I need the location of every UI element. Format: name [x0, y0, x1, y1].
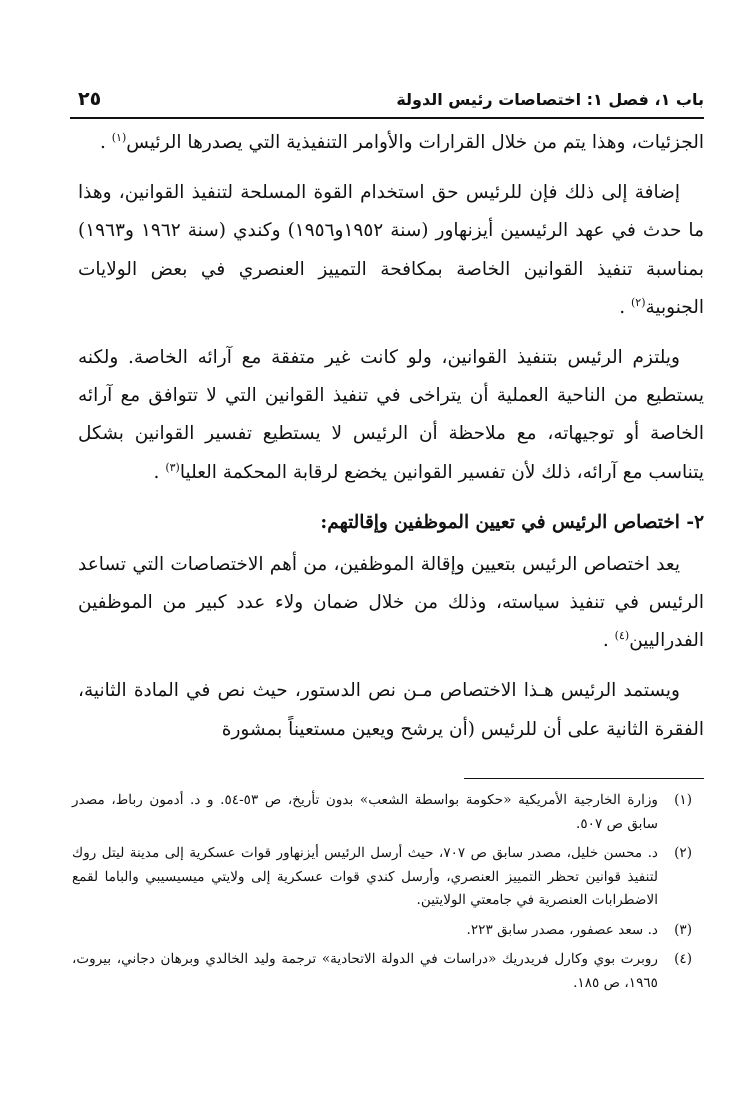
footnote-ref-1: (١) — [111, 130, 127, 144]
footnote-number: (٤) — [674, 951, 692, 967]
footnote-number: (٢) — [674, 845, 692, 861]
paragraph-2 — [78, 174, 704, 327]
paragraph-4 — [78, 546, 704, 661]
paragraph-4-end: . — [602, 630, 609, 652]
footnote-1 — [72, 789, 692, 836]
footnote-number: (٣) — [674, 921, 692, 938]
paragraph-1 — [78, 124, 704, 162]
footnote-2 — [72, 842, 692, 913]
section-heading: ٢- اختصاص الرئيس في تعيين الموظفين وإقالتهم: — [320, 511, 704, 533]
footnote-4 — [72, 948, 692, 995]
footnote-ref-4: (٤) — [614, 629, 630, 643]
footnote-number: (١) — [674, 792, 692, 808]
footnote-text: د. سعد عصفور، مصدر سابق ٢٢٣. — [466, 921, 658, 938]
paragraph-3 — [78, 339, 704, 492]
footnote-rule — [464, 778, 704, 779]
footnote-text: روبرت بوي وكارل فريدريك «دراسات في الدولة الاتحادية» ترجمة وليد الخالدي وبرهان دجاني، بيروت، ١٩٦٥، ص ١٨٥. — [72, 951, 658, 991]
paragraph-3-end: . — [153, 461, 160, 483]
paragraph-5 — [78, 672, 704, 748]
paragraph-1-end: . — [99, 132, 106, 153]
running-title: باب ١، فصل ١: اختصاصات رئيس الدولة — [396, 90, 704, 109]
header-rule — [70, 117, 704, 119]
paragraph-1-text: الجزئيات، وهذا يتم من خلال القرارات والأوامر التنفيذية التي يصدرها الرئيس — [126, 132, 704, 153]
paragraph-3-text: ويلتزم الرئيس بتنفيذ القوانين، ولو كانت غير متفقة مع آرائه الخاصة. ولكنه يستطيع من الناحية العملية أن يتراخى في تنفيذ القوانين التي لا تتوافق مع آرائه الخاصة أو توجيهاته، مع ملاحظة أن الرئيس لا يستطيع تفسير القوانين بشكل يتناسب مع آرائه، ذلك لأن تفسير القوانين يخضع لرقابة المحكمة العليا — [78, 347, 704, 483]
footnote-ref-3: (٣) — [165, 460, 180, 474]
page-number: ٢٥ — [78, 88, 102, 110]
paragraph-2-text: إضافة إلى ذلك فإن للرئيس حق استخدام القوة المسلحة لتنفيذ القوانين، وهذا ما حدث في عهد الرئيسين أيزنهاور (سنة ١٩٥٢و١٩٥٦) وكندي (سنة ١٩٦٢ و١٩٦٣) بمناسبة تنفيذ القوانين الخاصة بمكافحة التمييز العنصري في بعض الولايات الجنوبية — [78, 182, 704, 318]
footnotes — [72, 789, 692, 1001]
paragraph-4-text: يعد اختصاص الرئيس بتعيين وإقالة الموظفين، من أهم الاختصاصات التي تساعد الرئيس في تنفيذ سياسته، وذلك من خلال ضمان ولاء عدد كبير من الموظفين الفدراليين — [78, 553, 704, 652]
main-text — [78, 124, 704, 761]
paragraph-5-text: ويستمد الرئيس هـذا الاختصاص مـن نص الدستور، حيث نص في المادة الثانية، الفقرة الثانية على أن للرئيس (أن يرشح ويعين مستعيناً بمشورة — [78, 680, 704, 740]
page-header — [70, 86, 704, 116]
paragraph-2-end: . — [619, 296, 626, 318]
footnote-3 — [72, 919, 692, 943]
footnote-text: د. محسن خليل، مصدر سابق ص ٧٠٧، حيث أرسل الرئيس أيزنهاور قوات عسكرية إلى مدينة ليتل روك لتنفيذ قوانين تحظر التمييز العنصري، وأرسل كندي قوات عسكرية إلى ولايتي ميسيسيبي والباما لقمع الاضطرابات العنصرية في جامعتي الولايتين. — [72, 845, 658, 908]
footnote-text: وزارة الخارجية الأمريكية «حكومة بواسطة الشعب» بدون تأريخ، ص ٥٣-٥٤. و د. أدمون رباط، مصدر سابق ص ٥٠٧. — [72, 792, 658, 832]
footnote-ref-2: (٢) — [630, 295, 646, 309]
